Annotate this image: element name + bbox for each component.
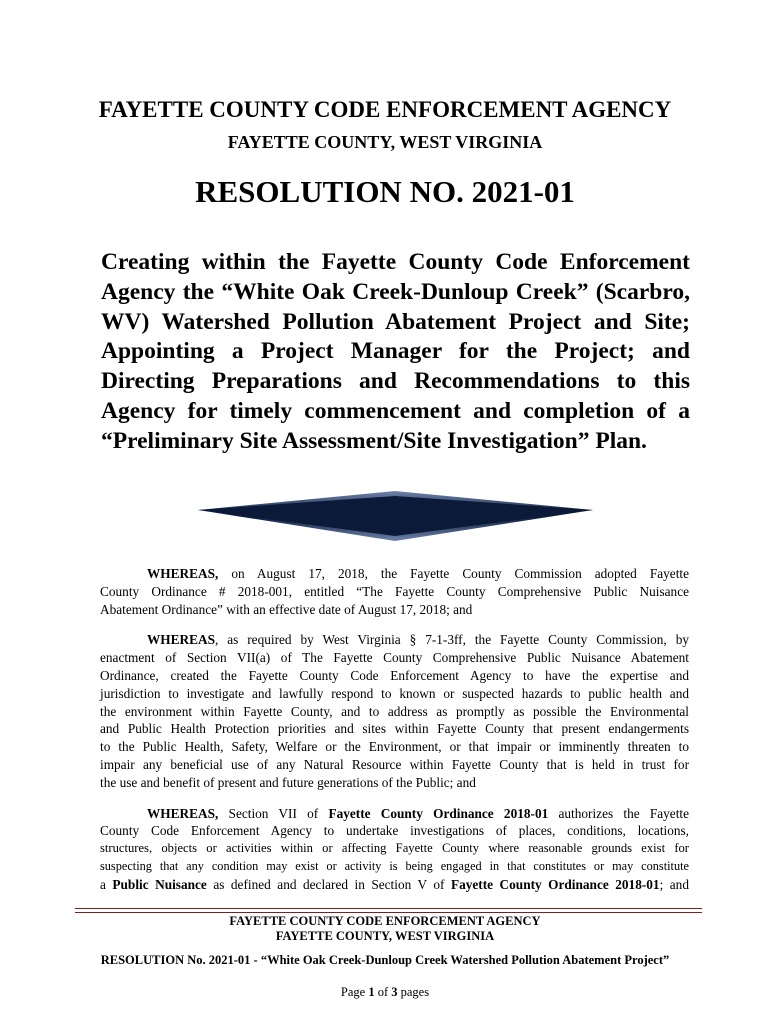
- paragraph-text: and Public Health Protection priorities and sites within Fayette County that present endangerments: [100, 721, 689, 737]
- whereas-lead: WHEREAS: [147, 632, 215, 648]
- paragraph-text: authorizes the Fayette: [548, 805, 689, 821]
- footer-rule-thin: [75, 912, 702, 913]
- title-line: Directing Preparations and Recommendations to this: [101, 368, 690, 395]
- paragraph-text: the use and benefit of present and future generations of the Public; and: [100, 774, 476, 790]
- title-line: Agency for timely commencement and completion of a: [101, 397, 690, 424]
- whereas-lead: WHEREAS,: [147, 805, 219, 821]
- county-state-heading: FAYETTE COUNTY, WEST VIRGINIA: [227, 132, 543, 152]
- ordinance-reference: Fayette County Ordinance 2018-01: [450, 876, 660, 892]
- title-line: WV) Watershed Pollution Abatement Project and Site;: [101, 308, 690, 335]
- page-current: 1: [368, 985, 375, 999]
- paragraph-text: Section VII of: [218, 805, 329, 821]
- footer-resolution: [0, 953, 770, 968]
- resolution-title: [101, 248, 690, 457]
- paragraph-text: ; and: [659, 876, 689, 892]
- paragraph-text: on August 17, 2018, the Fayette County Commission adopted Fayette: [218, 566, 689, 581]
- paragraph-text: County Ordinance # 2018-001, entitled “The Fayette County Comprehensive Public Nuisance: [100, 583, 689, 599]
- whereas-paragraph-2: [100, 631, 689, 791]
- paragraph-text: County Code Enforcement Agency to undertake investigations of places, conditions, locations,: [100, 823, 689, 839]
- whereas-paragraph-3: [100, 805, 689, 894]
- footer-county-state: FAYETTE COUNTY, WEST VIRGINIA: [275, 929, 495, 943]
- resolution-number: RESOLUTION NO. 2021-01: [195, 174, 575, 209]
- page-total: 3: [391, 985, 398, 999]
- diamond-divider-ornament: [198, 490, 593, 542]
- footer-agency: FAYETTE COUNTY CODE ENFORCEMENT AGENCY: [229, 914, 541, 928]
- title-line: Appointing a Project Manager for the Project; and: [101, 338, 690, 365]
- paragraph-text: impair any beneficial use of any Natural Resource within Fayette County that is held in trust for: [100, 756, 689, 772]
- paragraph-text: Ordinance, created the Fayette County Code Enforcement Agency to have the expertise and: [100, 667, 689, 683]
- ordinance-reference: Fayette County Ordinance 2018-01: [328, 805, 549, 821]
- title-line: “Preliminary Site Assessment/Site Investigation” Plan.: [101, 427, 647, 454]
- paragraph-text: as defined and declared in Section V of: [206, 876, 451, 892]
- public-nuisance-term: Public Nuisance: [112, 876, 207, 892]
- footer-resolution-label: RESOLUTION No. 2021-01 -: [100, 953, 258, 967]
- agency-heading: FAYETTE COUNTY CODE ENFORCEMENT AGENCY: [98, 97, 672, 122]
- paragraph-text: suspecting that any condition may exist or activity is being engaged in that constitutes or may constitute: [100, 858, 689, 873]
- page-number: Page 1 of 3 pages: [340, 985, 430, 999]
- paragraph-text: jurisdiction to investigate and lawfully respond to known or suspected hazards to public health and: [100, 685, 689, 701]
- paragraph-text: enactment of Section VII(a) of The Fayette County Comprehensive Public Nuisance Abatement: [100, 650, 689, 666]
- footer-rule: [75, 908, 702, 909]
- paragraph-text: Abatement Ordinance” with an effective date of August 17, 2018; and: [100, 601, 473, 617]
- paragraph-text: to the Public Health, Safety, Welfare or the Environment, or that impair or imminently threaten to: [100, 739, 689, 755]
- paragraph-text: the environment within Fayette County, and to address as promptly as possible the Environmental: [100, 703, 689, 719]
- paragraph-text: structures, objects or activities within or affecting Fayette County where reasonable grounds exist for: [100, 841, 689, 856]
- title-line: Creating within the Fayette County Code Enforcement: [101, 249, 690, 275]
- paragraph-text: , as required by West Virginia § 7-1-3ff, the Fayette County Commission, by: [214, 632, 689, 648]
- paragraph-text: a: [100, 876, 113, 892]
- footer-resolution-title: “White Oak Creek-Dunloup Creek Watershed Pollution Abatement Project”: [260, 953, 670, 967]
- body-text: [100, 565, 689, 907]
- title-line: Agency the “White Oak Creek-Dunloup Creek” (Scarbro,: [101, 278, 690, 305]
- whereas-paragraph-1: [100, 565, 689, 618]
- whereas-lead: WHEREAS,: [147, 566, 219, 581]
